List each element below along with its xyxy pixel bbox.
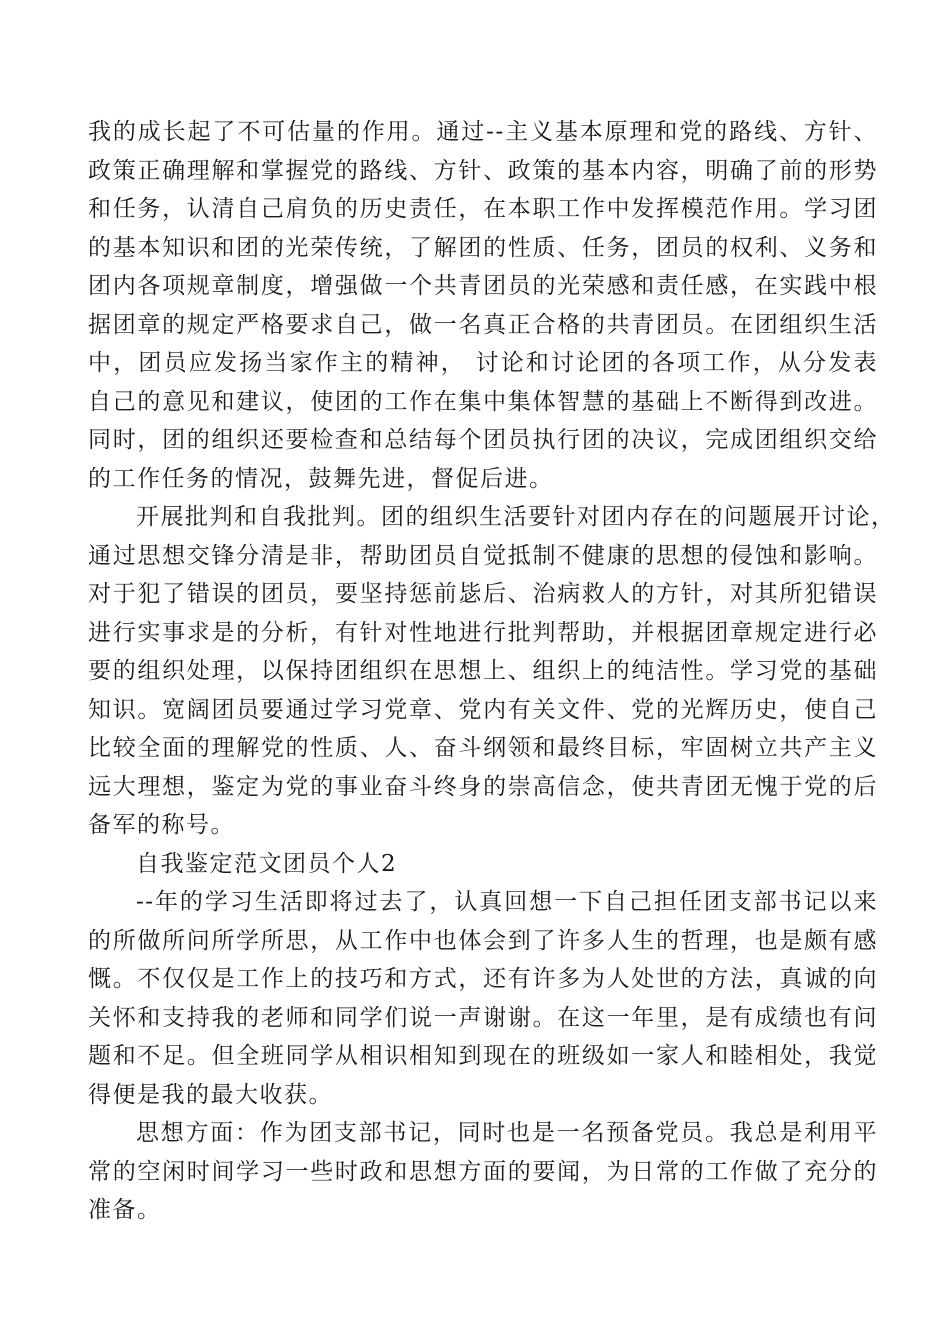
text-line: --年的学习生活即将过去了，认真回想一下自己担任团支部书记以来 <box>136 889 878 915</box>
text-line: 政策正确理解和掌握党的路线、方针、政策的基本内容，明确了前的形势 <box>88 157 878 184</box>
text-line: 知识。宽阔团员要通过学习党章、党内有关文件、党的光辉历史，使自己 <box>88 696 878 723</box>
text-line: 的工作任务的情况，鼓舞先进，督促后进。 <box>88 465 554 492</box>
text-line: 的所做所问所学所思，从工作中也体会到了许多人生的哲理，也是颇有感 <box>88 927 878 954</box>
text-line: 关怀和支持我的老师和同学们说一声谢谢。在这一年里，是有成绩也有问 <box>88 1004 878 1031</box>
document-page <box>88 113 896 1230</box>
text-line: 通过思想交锋分清是非，帮助团员自觉抵制不健康的思想的侵蚀和影响。 <box>88 542 878 569</box>
text-line: 比较全面的理解党的性质、人、奋斗纲领和最终目标，牢固树立共产主义 <box>88 735 878 761</box>
text-line: 我的成长起了不可估量的作用。通过--主义基本原理和党的路线、方针、 <box>88 119 878 145</box>
text-line: 得便是我的最大收获。 <box>88 1081 333 1108</box>
text-line: 常的空闲时间学习一些时政和思想方面的要闻，为日常的工作做了充分的 <box>88 1158 878 1185</box>
text-line: 据团章的规定严格要求自己，做一名真正合格的共青团员。在团组织生活 <box>88 311 878 338</box>
text-line: 思想方面：作为团支部书记，同时也是一名预备党员。我总是利用平 <box>136 1120 878 1146</box>
text-line: 自己的意见和建议，使团的工作在集中集体智慧的基础上不断得到改进。 <box>88 388 878 415</box>
paragraph-4 <box>88 1114 878 1230</box>
text-line: 和任务，认清自己肩负的历史责任，在本职工作中发挥模范作用。学习团 <box>88 196 878 222</box>
section-heading <box>88 845 878 884</box>
text-line: 中，团员应发扬当家作主的精神， 讨论和讨论团的各项工作，从分发表 <box>88 350 878 376</box>
text-line: 进行实事求是的分析，有针对性地进行批判帮助，并根据团章规定进行必 <box>88 619 878 646</box>
text-line: 准备。 <box>88 1197 162 1223</box>
text-line: 题和不足。但全班同学从相识相知到现在的班级如一家人和睦相处，我觉 <box>88 1043 878 1069</box>
paragraph-2 <box>88 498 896 845</box>
text-line: 要的组织处理，以保持团组织在思想上、组织上的纯洁性。学习党的基础 <box>88 658 878 684</box>
text-line: 对于犯了错误的团员，要坚持惩前毖后、治病救人的方针，对其所犯错误 <box>88 581 878 607</box>
heading-line: 自我鉴定范文团员个人2 <box>136 850 398 877</box>
paragraph-3 <box>88 883 878 1114</box>
text-line: 慨。不仅仅是工作上的技巧和方式，还有许多为人处世的方法，真诚的向 <box>88 966 878 992</box>
paragraph-1 <box>88 113 878 498</box>
text-line: 同时，团的组织还要检查和总结每个团员执行团的决议，完成团组织交给 <box>88 427 878 453</box>
text-line: 开展批判和自我批判。团的组织生活要针对团内存在的问题展开讨论， <box>136 504 896 530</box>
text-line: 的基本知识和团的光荣传统，了解团的性质、任务，团员的权利、义务和 <box>88 234 878 261</box>
text-line: 备军的称号。 <box>88 812 235 838</box>
text-line: 远大理想，鉴定为党的事业奋斗终身的崇高信念，使共青团无愧于党的后 <box>88 773 878 800</box>
text-line: 团内各项规章制度，增强做一个共青团员的光荣感和责任感，在实践中根 <box>88 273 878 299</box>
